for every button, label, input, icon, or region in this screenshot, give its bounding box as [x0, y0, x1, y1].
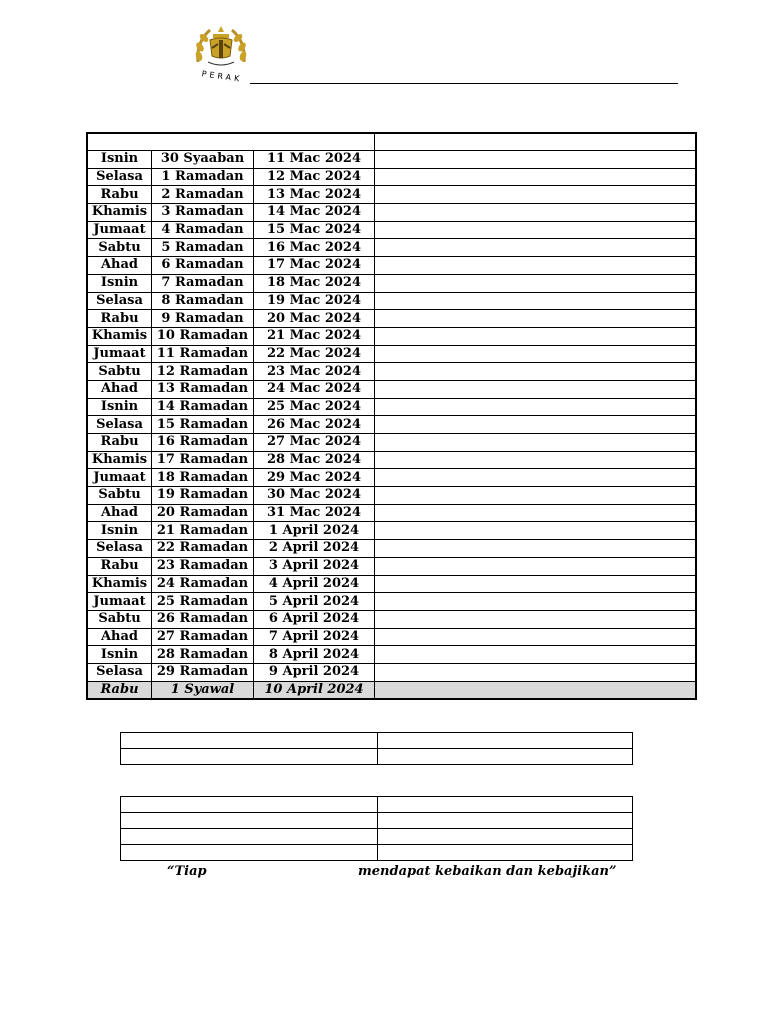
gregorian-date-cell: 9 April 2024 [254, 663, 375, 681]
notes-cell [375, 363, 697, 381]
gregorian-date-cell: 29 Mac 2024 [254, 469, 375, 487]
table-row [87, 380, 696, 398]
day-cell: Ahad [87, 257, 152, 275]
notes-cell [375, 487, 697, 505]
gregorian-date-cell: 21 Mac 2024 [254, 327, 375, 345]
notes-cell [375, 504, 697, 522]
day-cell: Jumaat [87, 221, 152, 239]
header-cell-notes [375, 133, 697, 151]
notes-cell [375, 310, 697, 328]
gregorian-date-cell: 2 April 2024 [254, 540, 375, 558]
hijri-date-cell: 24 Ramadan [152, 575, 254, 593]
hijri-date-cell: 15 Ramadan [152, 416, 254, 434]
table-row [87, 310, 696, 328]
table-cell [378, 845, 633, 861]
hijri-date-cell: 13 Ramadan [152, 380, 254, 398]
gregorian-date-cell: 23 Mac 2024 [254, 363, 375, 381]
hijri-date-cell: 8 Ramadan [152, 292, 254, 310]
day-cell: Selasa [87, 292, 152, 310]
gregorian-date-cell: 10 April 2024 [254, 681, 375, 699]
hijri-date-cell: 9 Ramadan [152, 310, 254, 328]
hijri-date-cell: 18 Ramadan [152, 469, 254, 487]
notes-cell [375, 628, 697, 646]
table-row [87, 345, 696, 363]
day-cell: Rabu [87, 310, 152, 328]
table-row [87, 681, 696, 699]
gregorian-date-cell: 16 Mac 2024 [254, 239, 375, 257]
notes-cell [375, 239, 697, 257]
day-cell: Khamis [87, 575, 152, 593]
gregorian-date-cell: 20 Mac 2024 [254, 310, 375, 328]
day-cell: Selasa [87, 540, 152, 558]
table-cell [121, 797, 378, 813]
table-row [87, 451, 696, 469]
day-cell: Khamis [87, 327, 152, 345]
hijri-date-cell: 2 Ramadan [152, 186, 254, 204]
table-row [87, 628, 696, 646]
day-cell: Rabu [87, 681, 152, 699]
tagline-left: “Tiap [167, 864, 207, 879]
notes-cell [375, 540, 697, 558]
perak-crest-logo [188, 22, 254, 86]
day-cell: Selasa [87, 416, 152, 434]
summary-table-2 [120, 796, 633, 861]
day-cell: Sabtu [87, 610, 152, 628]
table-row [87, 204, 696, 222]
table-header-row [87, 133, 696, 151]
table-row [87, 257, 696, 275]
notes-cell [375, 610, 697, 628]
notes-cell [375, 416, 697, 434]
notes-cell [375, 522, 697, 540]
gregorian-date-cell: 17 Mac 2024 [254, 257, 375, 275]
table-row [87, 186, 696, 204]
notes-cell [375, 257, 697, 275]
notes-cell [375, 292, 697, 310]
hijri-date-cell: 3 Ramadan [152, 204, 254, 222]
gregorian-date-cell: 30 Mac 2024 [254, 487, 375, 505]
table-row [121, 797, 633, 813]
table-row [87, 504, 696, 522]
gregorian-date-cell: 8 April 2024 [254, 646, 375, 664]
day-cell: Sabtu [87, 363, 152, 381]
table-cell [378, 749, 633, 765]
gregorian-date-cell: 6 April 2024 [254, 610, 375, 628]
table-row [87, 274, 696, 292]
day-cell: Isnin [87, 398, 152, 416]
notes-cell [375, 204, 697, 222]
notes-cell [375, 274, 697, 292]
gregorian-date-cell: 27 Mac 2024 [254, 434, 375, 452]
gregorian-date-cell: 31 Mac 2024 [254, 504, 375, 522]
gregorian-date-cell: 14 Mac 2024 [254, 204, 375, 222]
gregorian-date-cell: 15 Mac 2024 [254, 221, 375, 239]
day-cell: Isnin [87, 151, 152, 169]
notes-cell [375, 575, 697, 593]
day-cell: Sabtu [87, 487, 152, 505]
notes-cell [375, 168, 697, 186]
notes-cell [375, 380, 697, 398]
hijri-date-cell: 7 Ramadan [152, 274, 254, 292]
notes-cell [375, 327, 697, 345]
table-row [87, 434, 696, 452]
notes-cell [375, 469, 697, 487]
hijri-date-cell: 17 Ramadan [152, 451, 254, 469]
notes-cell [375, 151, 697, 169]
gregorian-date-cell: 7 April 2024 [254, 628, 375, 646]
gregorian-date-cell: 11 Mac 2024 [254, 151, 375, 169]
hijri-date-cell: 11 Ramadan [152, 345, 254, 363]
notes-cell [375, 434, 697, 452]
hijri-date-cell: 23 Ramadan [152, 557, 254, 575]
hijri-date-cell: 4 Ramadan [152, 221, 254, 239]
table-cell [378, 813, 633, 829]
day-cell: Jumaat [87, 593, 152, 611]
header-cell-empty [87, 133, 375, 151]
hijri-date-cell: 12 Ramadan [152, 363, 254, 381]
table-row [87, 292, 696, 310]
day-cell: Ahad [87, 380, 152, 398]
table-row [87, 469, 696, 487]
table-row [87, 557, 696, 575]
table-row [121, 845, 633, 861]
hijri-date-cell: 1 Syawal [152, 681, 254, 699]
table-row [121, 733, 633, 749]
notes-cell [375, 681, 697, 699]
gregorian-date-cell: 5 April 2024 [254, 593, 375, 611]
day-cell: Ahad [87, 628, 152, 646]
notes-cell [375, 593, 697, 611]
day-cell: Selasa [87, 168, 152, 186]
hijri-date-cell: 27 Ramadan [152, 628, 254, 646]
day-cell: Rabu [87, 186, 152, 204]
gregorian-date-cell: 24 Mac 2024 [254, 380, 375, 398]
table-row [87, 540, 696, 558]
hijri-date-cell: 25 Ramadan [152, 593, 254, 611]
table-cell [121, 749, 378, 765]
table-row [87, 487, 696, 505]
gregorian-date-cell: 19 Mac 2024 [254, 292, 375, 310]
table-cell [378, 829, 633, 845]
notes-cell [375, 451, 697, 469]
header-underline [250, 83, 678, 84]
gregorian-date-cell: 18 Mac 2024 [254, 274, 375, 292]
table-cell [378, 797, 633, 813]
table-row [87, 646, 696, 664]
day-cell: Rabu [87, 557, 152, 575]
day-cell: Khamis [87, 451, 152, 469]
table-row [87, 663, 696, 681]
table-row [87, 575, 696, 593]
day-cell: Khamis [87, 204, 152, 222]
hijri-date-cell: 29 Ramadan [152, 663, 254, 681]
gregorian-date-cell: 28 Mac 2024 [254, 451, 375, 469]
table-row [121, 829, 633, 845]
table-row [87, 416, 696, 434]
table-cell [121, 829, 378, 845]
table-row [87, 398, 696, 416]
tagline-right: mendapat kebaikan dan kebajikan” [358, 864, 617, 879]
table-cell [378, 733, 633, 749]
table-row [87, 151, 696, 169]
table-row [87, 327, 696, 345]
hijri-date-cell: 6 Ramadan [152, 257, 254, 275]
notes-cell [375, 221, 697, 239]
gregorian-date-cell: 1 April 2024 [254, 522, 375, 540]
hijri-date-cell: 1 Ramadan [152, 168, 254, 186]
gregorian-date-cell: 13 Mac 2024 [254, 186, 375, 204]
table-row [87, 239, 696, 257]
table-row [87, 221, 696, 239]
hijri-date-cell: 21 Ramadan [152, 522, 254, 540]
ramadan-schedule-table [86, 132, 697, 700]
hijri-date-cell: 5 Ramadan [152, 239, 254, 257]
hijri-date-cell: 20 Ramadan [152, 504, 254, 522]
hijri-date-cell: 26 Ramadan [152, 610, 254, 628]
day-cell: Selasa [87, 663, 152, 681]
day-cell: Isnin [87, 274, 152, 292]
table-cell [121, 733, 378, 749]
notes-cell [375, 663, 697, 681]
day-cell: Sabtu [87, 239, 152, 257]
gregorian-date-cell: 26 Mac 2024 [254, 416, 375, 434]
gregorian-date-cell: 12 Mac 2024 [254, 168, 375, 186]
notes-cell [375, 186, 697, 204]
notes-cell [375, 345, 697, 363]
hijri-date-cell: 16 Ramadan [152, 434, 254, 452]
table-cell [121, 845, 378, 861]
logo-caption: PERAK [201, 69, 243, 84]
day-cell: Isnin [87, 522, 152, 540]
summary-table-1 [120, 732, 633, 765]
notes-cell [375, 646, 697, 664]
hijri-date-cell: 30 Syaaban [152, 151, 254, 169]
notes-cell [375, 398, 697, 416]
table-row [121, 813, 633, 829]
table-row [87, 593, 696, 611]
table-cell [121, 813, 378, 829]
day-cell: Rabu [87, 434, 152, 452]
table-row [87, 363, 696, 381]
day-cell: Ahad [87, 504, 152, 522]
table-row [121, 749, 633, 765]
notes-cell [375, 557, 697, 575]
gregorian-date-cell: 22 Mac 2024 [254, 345, 375, 363]
table-row [87, 610, 696, 628]
hijri-date-cell: 14 Ramadan [152, 398, 254, 416]
day-cell: Jumaat [87, 345, 152, 363]
gregorian-date-cell: 4 April 2024 [254, 575, 375, 593]
day-cell: Isnin [87, 646, 152, 664]
gregorian-date-cell: 25 Mac 2024 [254, 398, 375, 416]
table-row [87, 168, 696, 186]
hijri-date-cell: 10 Ramadan [152, 327, 254, 345]
table-row [87, 522, 696, 540]
hijri-date-cell: 22 Ramadan [152, 540, 254, 558]
gregorian-date-cell: 3 April 2024 [254, 557, 375, 575]
hijri-date-cell: 28 Ramadan [152, 646, 254, 664]
day-cell: Jumaat [87, 469, 152, 487]
hijri-date-cell: 19 Ramadan [152, 487, 254, 505]
